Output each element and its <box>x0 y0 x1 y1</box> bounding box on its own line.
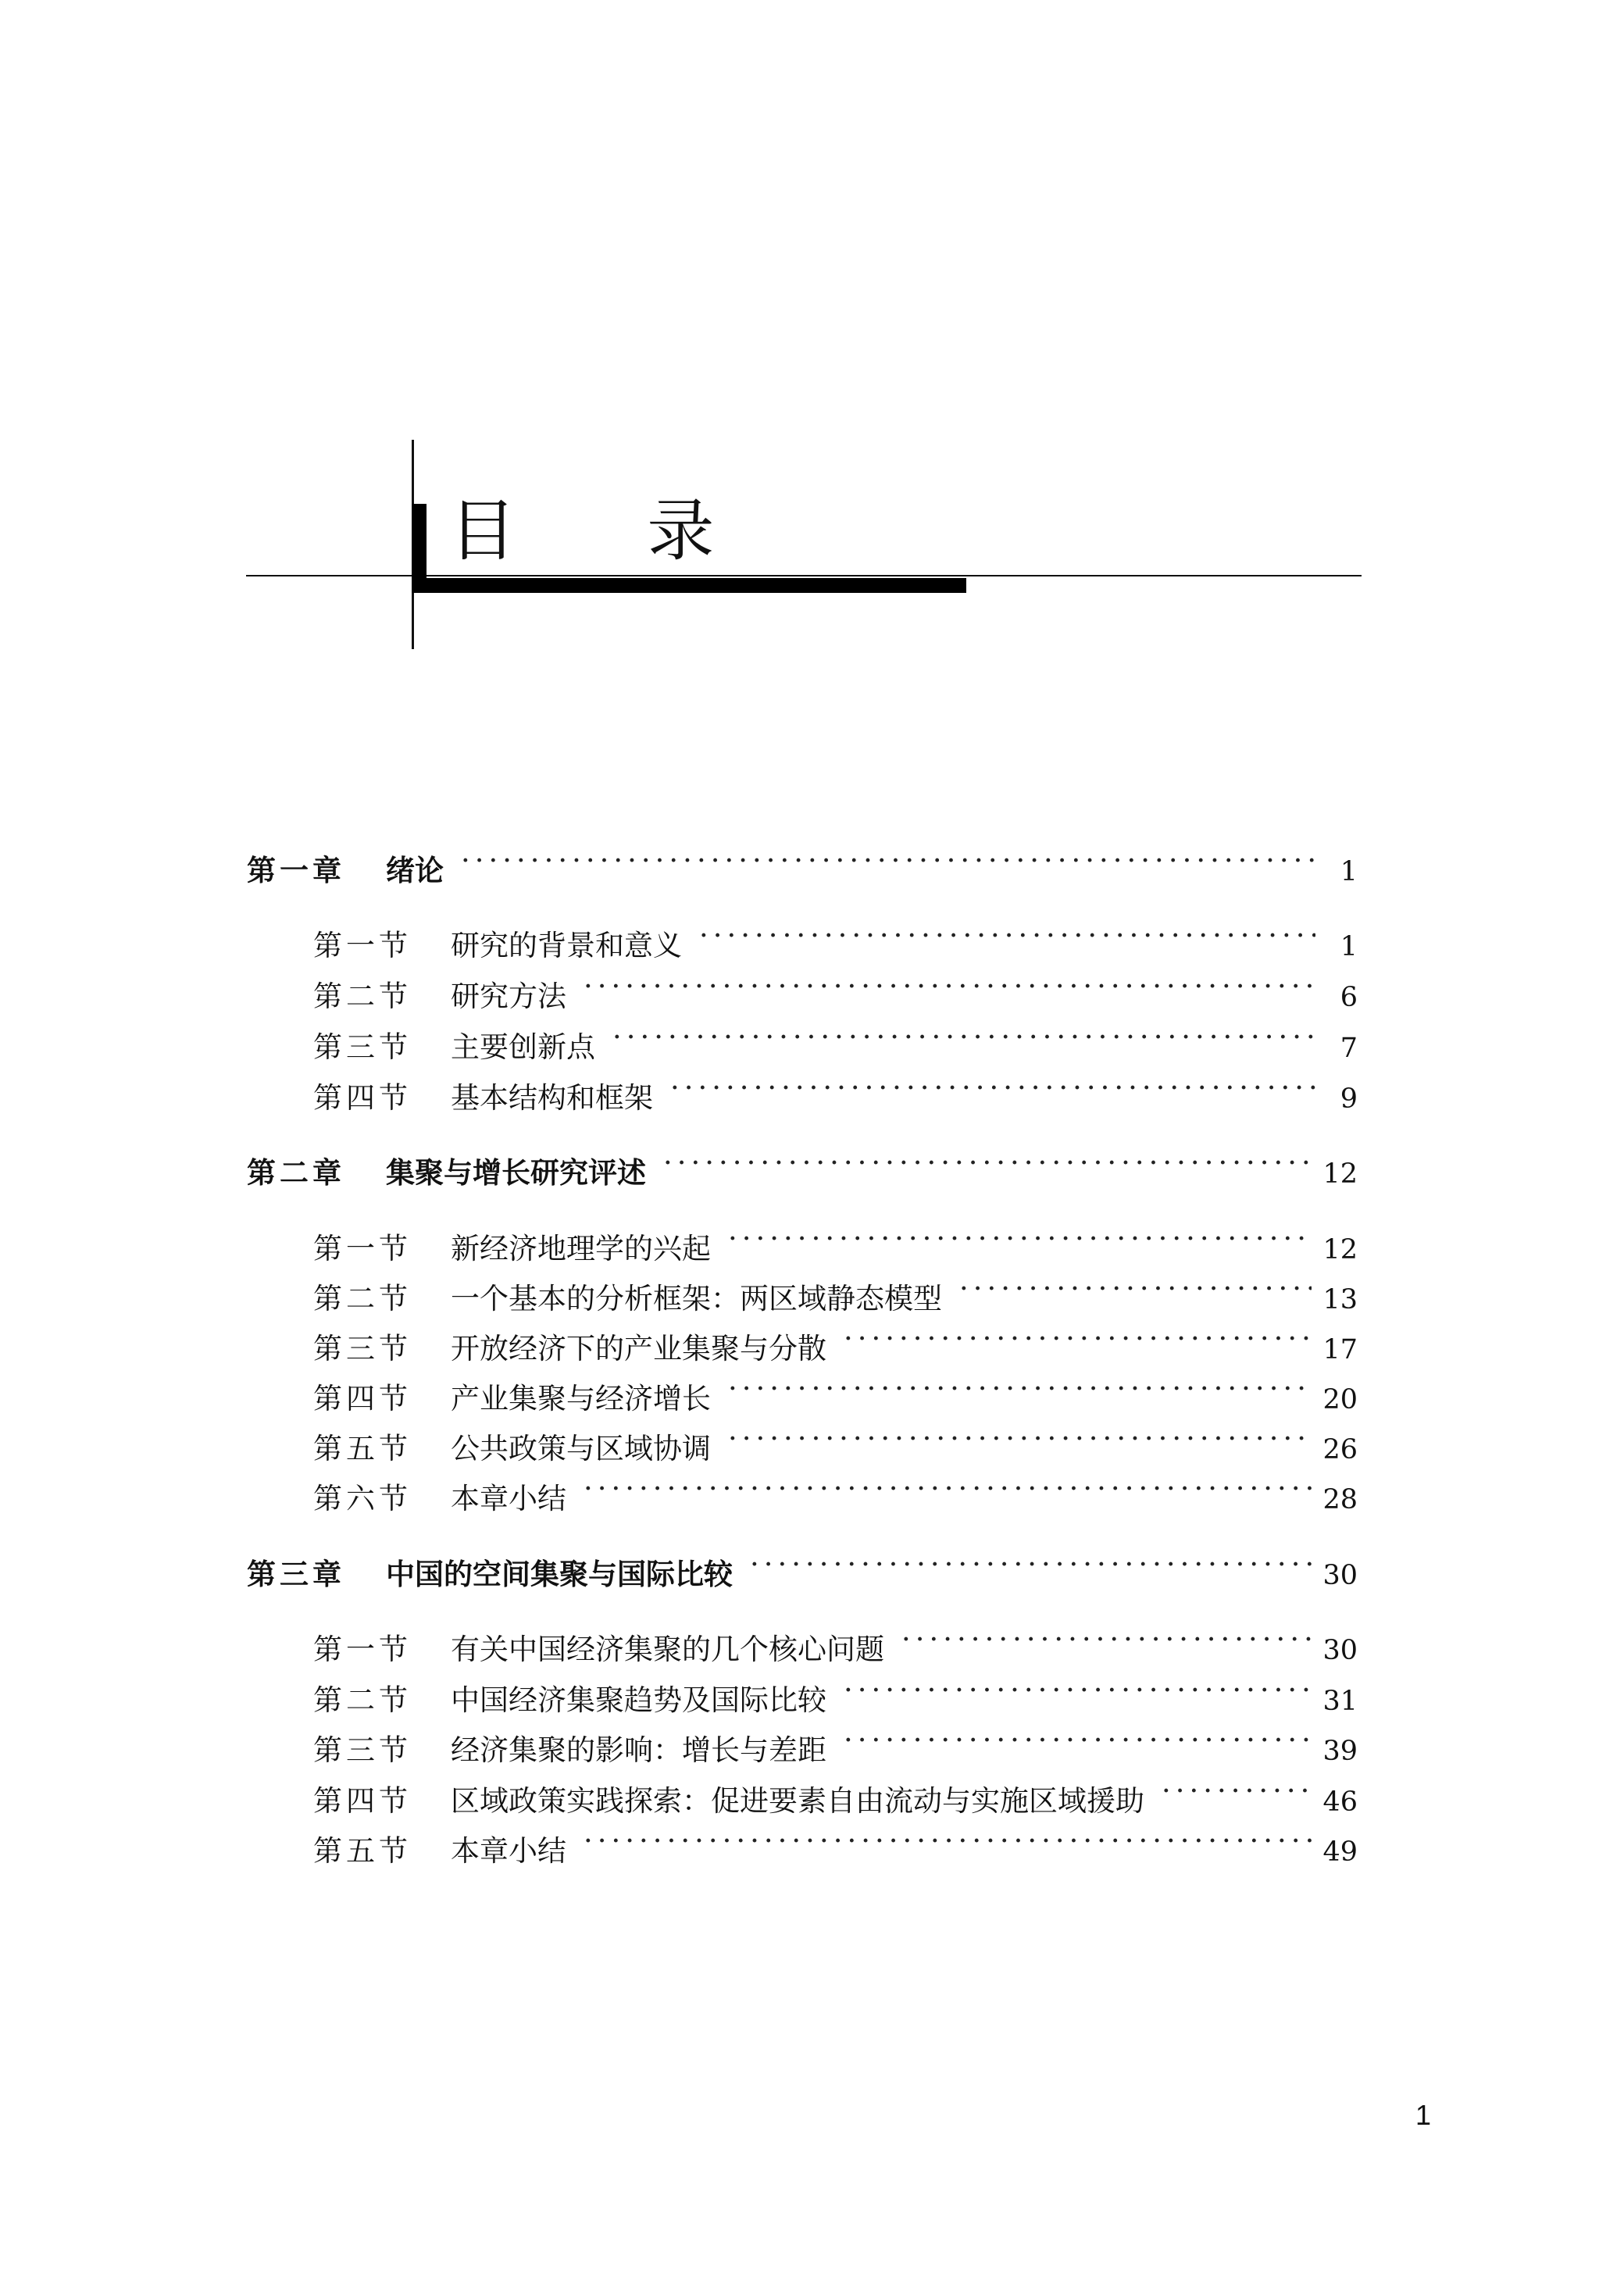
toc-section[interactable] <box>313 1069 1358 1115</box>
section-title: 开放经济下的产业集聚与分散 <box>451 1332 826 1365</box>
section-number: 第五节 <box>313 1834 412 1868</box>
leader-dots <box>612 1018 1315 1057</box>
section-number: 第二节 <box>313 1683 412 1717</box>
chapter-number: 第二章 <box>247 1156 345 1190</box>
chapter-title: 集聚与增长研究评述 <box>386 1156 646 1190</box>
toc-section[interactable] <box>313 1419 1358 1465</box>
leader-dots <box>670 1069 1315 1108</box>
section-title: 经济集聚的影响：增长与差距 <box>451 1733 826 1767</box>
page-number: 12 <box>1322 1158 1358 1190</box>
section-number: 第四节 <box>313 1081 412 1115</box>
leader-dots <box>699 916 1315 955</box>
section-number: 第三节 <box>313 1030 412 1064</box>
section-number: 第一节 <box>313 1633 412 1666</box>
page-number: 1 <box>1340 856 1358 887</box>
leader-dots <box>844 1319 1312 1358</box>
toc-chapter-3[interactable] <box>247 1545 1358 1591</box>
leader-dots <box>461 841 1315 880</box>
section-number: 第二节 <box>313 980 412 1013</box>
section-number: 第六节 <box>313 1482 412 1515</box>
section-title: 本章小结 <box>451 1834 566 1868</box>
page-title: 目 录 <box>449 492 769 570</box>
toc-section[interactable] <box>313 1772 1358 1818</box>
section-number: 第四节 <box>313 1784 412 1818</box>
section-number: 第二节 <box>313 1282 412 1315</box>
section-number: 第一节 <box>313 1232 412 1265</box>
page-number: 46 <box>1322 1786 1358 1818</box>
toc-section[interactable] <box>313 1319 1358 1365</box>
section-number: 第三节 <box>313 1332 412 1365</box>
toc-chapter-1[interactable] <box>247 841 1358 887</box>
chapter-title: 中国的空间集聚与国际比较 <box>386 1558 733 1591</box>
leader-dots <box>584 1469 1312 1508</box>
leader-dots <box>959 1269 1312 1308</box>
section-title: 区域政策实践探索：促进要素自由流动与实施区域援助 <box>451 1784 1144 1818</box>
leader-dots <box>584 1822 1312 1861</box>
toc-section[interactable] <box>313 1369 1358 1415</box>
section-title: 产业集聚与经济增长 <box>451 1382 711 1415</box>
page-number: 17 <box>1322 1334 1358 1365</box>
section-title: 新经济地理学的兴起 <box>451 1232 711 1265</box>
leader-dots <box>844 1721 1312 1760</box>
toc-section[interactable] <box>313 967 1358 1013</box>
toc-section[interactable] <box>313 1671 1358 1717</box>
page-number: 49 <box>1322 1836 1358 1868</box>
section-number: 第五节 <box>313 1432 412 1465</box>
page-number: 12 <box>1322 1234 1358 1265</box>
leader-dots <box>728 1419 1312 1458</box>
toc-chapter-2[interactable] <box>247 1144 1358 1190</box>
leader-dots <box>901 1620 1312 1659</box>
toc-section[interactable] <box>313 1219 1358 1265</box>
toc-section[interactable] <box>313 1620 1358 1666</box>
section-title: 一个基本的分析框架：两区域静态模型 <box>451 1282 942 1315</box>
toc-header <box>0 0 1624 703</box>
section-title: 中国经济集聚趋势及国际比较 <box>451 1683 826 1717</box>
section-title: 研究的背景和意义 <box>451 929 682 962</box>
leader-dots <box>844 1671 1312 1710</box>
section-title: 基本结构和框架 <box>451 1081 653 1115</box>
page-folio: 1 <box>1415 2099 1432 2131</box>
chapter-number: 第一章 <box>247 854 345 887</box>
chapter-number: 第三章 <box>247 1558 345 1591</box>
header-corner-bar-horizontal <box>412 578 966 593</box>
page-number: 26 <box>1322 1434 1358 1465</box>
toc-section[interactable] <box>313 1469 1358 1515</box>
section-title: 本章小结 <box>451 1482 566 1515</box>
page-number: 31 <box>1322 1686 1358 1717</box>
page-number: 13 <box>1322 1284 1358 1315</box>
toc-section[interactable] <box>313 1822 1358 1868</box>
section-number: 第一节 <box>313 929 412 962</box>
page-number: 28 <box>1322 1484 1358 1515</box>
page-number: 9 <box>1340 1083 1358 1115</box>
page-number: 20 <box>1322 1384 1358 1415</box>
section-number: 第四节 <box>313 1382 412 1415</box>
toc-section[interactable] <box>313 1269 1358 1315</box>
leader-dots <box>728 1369 1312 1408</box>
page-number: 30 <box>1322 1560 1358 1591</box>
page-number: 6 <box>1340 982 1358 1013</box>
page-number: 30 <box>1322 1635 1358 1666</box>
leader-dots <box>750 1545 1312 1584</box>
leader-dots <box>584 967 1315 1006</box>
chapter-title: 绪论 <box>386 854 444 887</box>
leader-dots <box>1162 1772 1312 1811</box>
page-number: 39 <box>1322 1736 1358 1767</box>
leader-dots <box>728 1219 1312 1258</box>
section-title: 研究方法 <box>451 980 566 1013</box>
page-number: 7 <box>1340 1033 1358 1064</box>
section-number: 第三节 <box>313 1733 412 1767</box>
toc-section[interactable] <box>313 916 1358 962</box>
page-number: 1 <box>1340 931 1358 962</box>
section-title: 主要创新点 <box>451 1030 595 1064</box>
section-title: 有关中国经济集聚的几个核心问题 <box>451 1633 884 1666</box>
toc-section[interactable] <box>313 1721 1358 1767</box>
section-title: 公共政策与区域协调 <box>451 1432 711 1465</box>
toc-section[interactable] <box>313 1018 1358 1064</box>
leader-dots <box>663 1144 1312 1183</box>
